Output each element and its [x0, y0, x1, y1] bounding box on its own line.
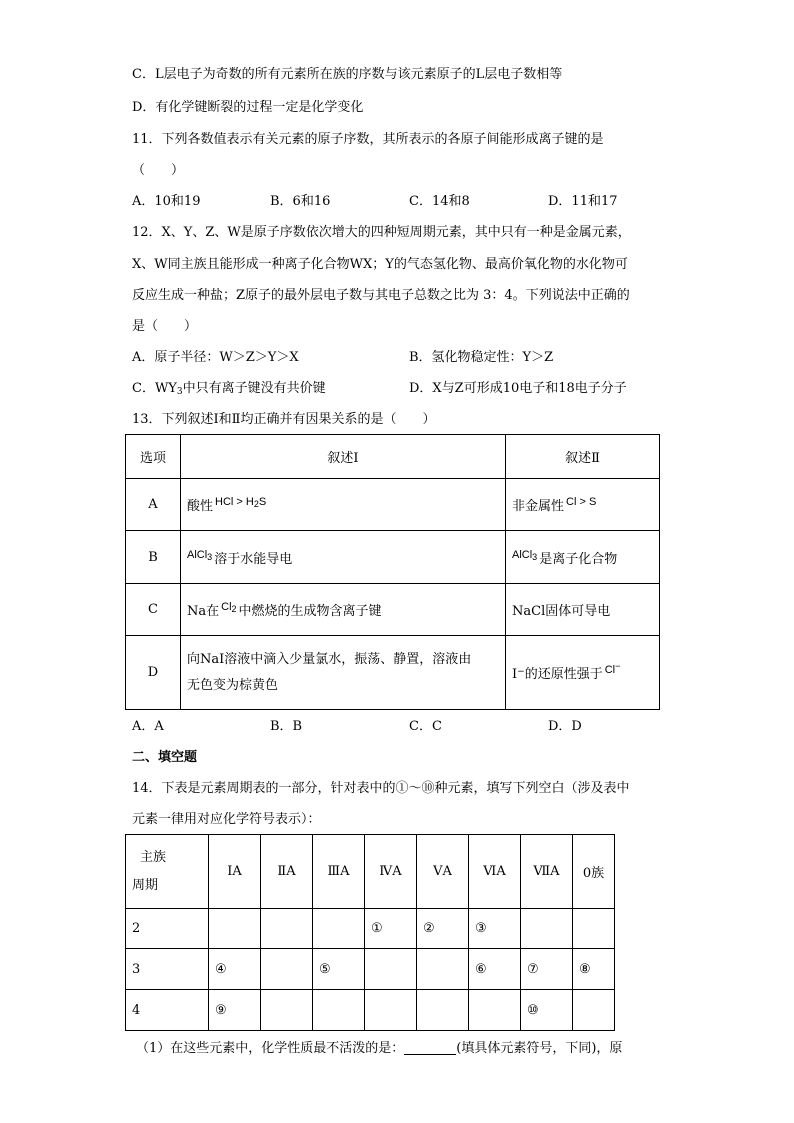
q13-row-d-option: D	[126, 636, 181, 710]
q10-option-c: C．L层电子为奇数的所有元素所在族的序数与该元素原子的L层电子数相等	[132, 67, 563, 82]
element-cell: ①	[365, 909, 417, 949]
q13-row-a-option: A	[126, 479, 181, 531]
q12-line-2: X、W同主族且能形成一种离子化合物WX；Y的气态氢化物、最高价氧化物的水化物可	[132, 257, 628, 272]
section-fill-in-title: 二、填空题	[132, 750, 198, 765]
q13-header-statement-2: 叙述Ⅱ	[506, 435, 660, 479]
q11-option-d: D．11和17	[548, 194, 618, 209]
group-header: ⅥA	[469, 835, 521, 909]
element-cell: ⑧	[573, 949, 615, 990]
q13-row-b-statement-2: $^{AlCl_3}$ 是离子化合物	[506, 531, 660, 584]
q11-option-a: A．10和19	[132, 194, 201, 209]
group-header: ⅠA	[209, 835, 261, 909]
group-header: 0族	[573, 835, 615, 909]
element-cell	[417, 990, 469, 1031]
q13-option-c: C．C	[409, 719, 442, 734]
q14-line-1: 14．下表是元素周期表的一部分，针对表中的①～⑩种元素，填写下列空白（涉及表中	[132, 781, 630, 796]
element-cell	[365, 990, 417, 1031]
element-cell	[573, 909, 615, 949]
element-cell	[313, 909, 365, 949]
element-cell	[469, 990, 521, 1031]
q12-option-a: A．原子半径：W＞Z＞Y＞X	[132, 350, 299, 365]
element-cell	[209, 909, 261, 949]
q13-option-a: A．A	[132, 719, 164, 734]
answer-blank[interactable]	[404, 1040, 456, 1055]
q12-option-c: C．$WY_3$中只有离子键没有共价键	[132, 381, 326, 397]
corner-header: 主族 周期	[126, 835, 209, 909]
group-header: ⅢA	[313, 835, 365, 909]
q13-row-b-statement-1: $^{AlCl_3}$ 溶于水能导电	[181, 531, 506, 584]
q12-line-4: 是（ ）	[132, 319, 198, 334]
element-cell	[261, 990, 313, 1031]
q13-table	[125, 434, 660, 710]
q11-text: 11．下列各数值表示有关元素的原子序数，其所表示的各原子间能形成离子键的是	[132, 132, 604, 147]
q13-row-b-option: B	[126, 531, 181, 584]
group-header: ⅦA	[521, 835, 573, 909]
q14-sub-question-1: （1）在这些元素中，化学性质最不活泼的是： (填具体元素符号，下同)，原	[136, 1041, 623, 1056]
element-cell	[521, 909, 573, 949]
element-cell	[261, 909, 313, 949]
q13-row-d-statement-1: 向NaI溶液中滴入少量氯水，振荡、静置，溶液由 无色变为棕黄色	[181, 636, 506, 710]
element-cell: ⑩	[521, 990, 573, 1031]
q13-header-statement-1: 叙述Ⅰ	[181, 435, 506, 479]
group-header: ⅣA	[365, 835, 417, 909]
q11-paren: （ ）	[132, 163, 185, 178]
group-header: ⅤA	[417, 835, 469, 909]
element-cell: ③	[469, 909, 521, 949]
group-header: ⅡA	[261, 835, 313, 909]
element-cell	[313, 990, 365, 1031]
periodic-table-fragment	[125, 834, 615, 1031]
q13-row-d-statement-2: I−的还原性强于 $^{Cl^-}$	[506, 636, 660, 710]
q13-row-a-statement-2: 非金属性 $^{Cl > S}$	[506, 479, 660, 531]
q13-row-c-statement-2: NaCl固体可导电	[506, 584, 660, 636]
element-cell: ④	[209, 949, 261, 990]
element-cell: ⑨	[209, 990, 261, 1031]
q12-line-3: 反应生成一种盐；Z原子的最外层电子数与其电子总数之比为 3：4。下列说法中正确的	[132, 288, 630, 303]
q13-row-c-option: C	[126, 584, 181, 636]
q13-header-option: 选项	[126, 435, 181, 479]
q12-option-d: D．X与Z可形成10电子和18电子分子	[409, 381, 627, 396]
q13-option-d: D．D	[548, 719, 582, 734]
q13-row-c-statement-1: Na在 $^{Cl_2}$ 中燃烧的生成物含离子键	[181, 584, 506, 636]
q12-line-1: 12．X、Y、Z、W是原子序数依次增大的四种短周期元素，其中只有一种是金属元素，	[132, 225, 631, 240]
q11-option-c: C．14和8	[409, 194, 470, 209]
element-cell: ②	[417, 909, 469, 949]
element-cell: ⑦	[521, 949, 573, 990]
period-label: 3	[126, 949, 209, 990]
q12-option-b: B．氢化物稳定性：Y＞Z	[409, 350, 554, 365]
q13-text: 13．下列叙述Ⅰ和Ⅱ均正确并有因果关系的是（ ）	[132, 412, 436, 427]
q10-option-d: D．有化学键断裂的过程一定是化学变化	[132, 100, 364, 115]
q13-option-b: B．B	[270, 719, 303, 734]
element-cell	[261, 949, 313, 990]
period-label: 4	[126, 990, 209, 1031]
period-label: 2	[126, 909, 209, 949]
element-cell	[417, 949, 469, 990]
q13-row-a-statement-1: 酸性 $^{HCl > H_2S}$	[181, 479, 506, 531]
element-cell	[573, 990, 615, 1031]
element-cell: ⑥	[469, 949, 521, 990]
element-cell	[365, 949, 417, 990]
element-cell: ⑤	[313, 949, 365, 990]
q14-line-2: 元素一律用对应化学符号表示）：	[132, 812, 321, 827]
q11-option-b: B．6和16	[270, 194, 331, 209]
